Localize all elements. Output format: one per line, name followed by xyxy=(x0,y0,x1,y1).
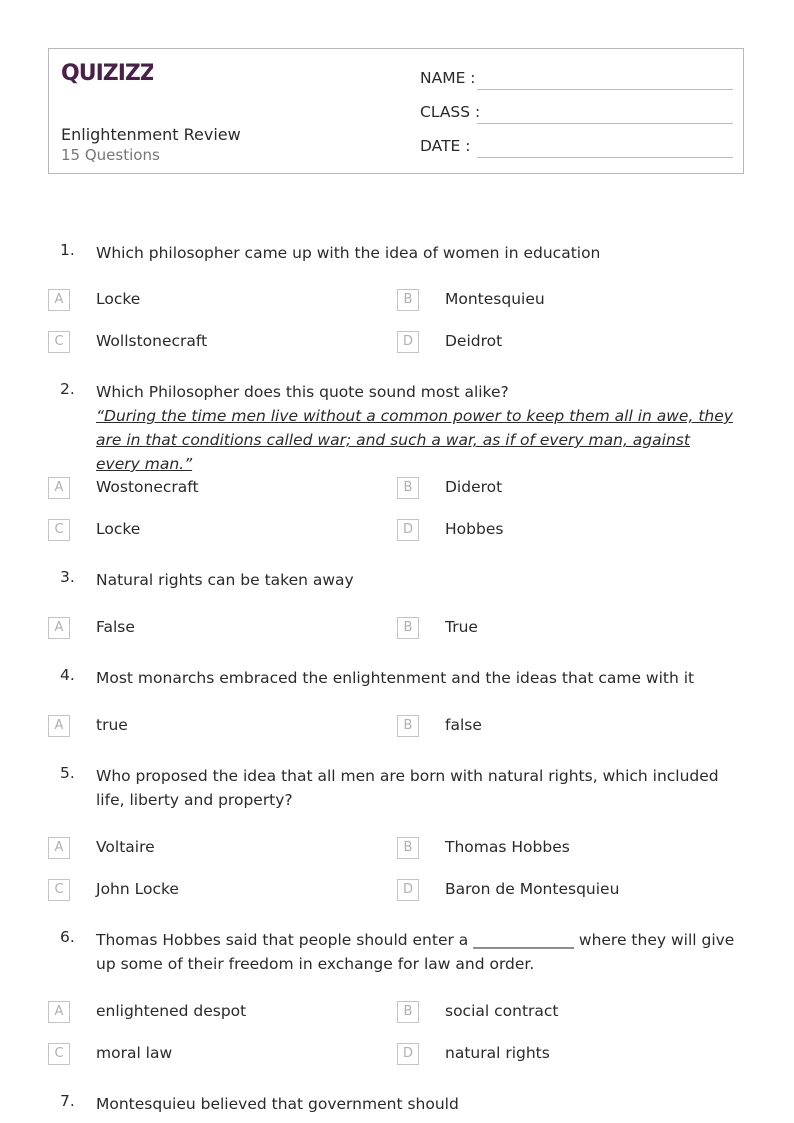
option-letter-box: C xyxy=(48,331,70,353)
option-letter-box: D xyxy=(397,519,419,541)
option-text: Baron de Montesquieu xyxy=(445,880,620,898)
question-number: 3. xyxy=(60,568,75,586)
option-text: Wollstonecraft xyxy=(96,332,208,350)
class-field-label: CLASS : xyxy=(420,103,481,121)
question-quote: “During the time men live without a common power to keep them all in awe, they are in that conditions called war; and such a war, as if of every man, against every man.” xyxy=(96,407,733,473)
question-number: 1. xyxy=(60,241,75,259)
question-count: 15 Questions xyxy=(61,146,160,164)
option-letter-box: A xyxy=(48,617,70,639)
option-text: false xyxy=(445,716,482,734)
option-text: true xyxy=(96,716,128,734)
date-input-line[interactable] xyxy=(477,157,733,158)
option-letter-box: A xyxy=(48,715,70,737)
question-number: 6. xyxy=(60,928,75,946)
option-text: False xyxy=(96,618,135,636)
option-text: Diderot xyxy=(445,478,503,496)
name-field-label: NAME : xyxy=(420,69,476,87)
question-text: Most monarchs embraced the enlightenment and the ideas that came with it xyxy=(96,669,695,687)
option-text: Locke xyxy=(96,290,141,308)
option-text: enlightened despot xyxy=(96,1002,247,1020)
option-letter-box: A xyxy=(48,837,70,859)
option-letter-box: A xyxy=(48,477,70,499)
option-letter-box: B xyxy=(397,837,419,859)
option-letter-box: B xyxy=(397,289,419,311)
question-text: Natural rights can be taken away xyxy=(96,571,354,589)
question-number: 4. xyxy=(60,666,75,684)
option-text: natural rights xyxy=(445,1044,550,1062)
quizizz-logo-icon xyxy=(61,59,153,85)
question-text xyxy=(96,380,736,476)
question-text: Which philosopher came up with the idea of women in education xyxy=(96,244,601,262)
option-letter-box: D xyxy=(397,1043,419,1065)
option-letter-box: D xyxy=(397,331,419,353)
question-number: 7. xyxy=(60,1092,75,1110)
quizizz-logo xyxy=(61,59,153,89)
option-letter-box: C xyxy=(48,1043,70,1065)
date-field-label: DATE : xyxy=(420,137,471,155)
option-letter-box: A xyxy=(48,1001,70,1023)
option-text: True xyxy=(445,618,478,636)
question-number: 2. xyxy=(60,380,75,398)
question-text: Who proposed the idea that all men are born with natural rights, which included life, liberty and property? xyxy=(96,767,719,809)
question-number: 5. xyxy=(60,764,75,782)
name-input-line[interactable] xyxy=(477,89,733,90)
option-letter-box: A xyxy=(48,289,70,311)
option-text: social contract xyxy=(445,1002,559,1020)
option-letter-box: D xyxy=(397,879,419,901)
class-input-line[interactable] xyxy=(477,123,733,124)
question-text: Thomas Hobbes said that people should enter a _____________ where they will give up some of their freedom in exchange for law and order. xyxy=(96,931,735,973)
option-letter-box: B xyxy=(397,1001,419,1023)
option-text: Wostonecraft xyxy=(96,478,199,496)
option-letter-box: C xyxy=(48,879,70,901)
question-prompt: Which Philosopher does this quote sound most alike? xyxy=(96,383,509,401)
worksheet-header xyxy=(48,48,744,174)
option-text: Deidrot xyxy=(445,332,503,350)
option-text: Voltaire xyxy=(96,838,155,856)
option-text: Montesquieu xyxy=(445,290,545,308)
option-text: Hobbes xyxy=(445,520,504,538)
option-letter-box: C xyxy=(48,519,70,541)
option-text: John Locke xyxy=(96,880,179,898)
option-text: moral law xyxy=(96,1044,173,1062)
option-text: Locke xyxy=(96,520,141,538)
svg-text:QUIZIZZ: QUIZIZZ xyxy=(61,61,153,85)
option-text: Thomas Hobbes xyxy=(445,838,570,856)
question-text: Montesquieu believed that government should xyxy=(96,1095,459,1113)
option-letter-box: B xyxy=(397,715,419,737)
option-letter-box: B xyxy=(397,617,419,639)
option-letter-box: B xyxy=(397,477,419,499)
worksheet-title: Enlightenment Review xyxy=(61,125,241,144)
